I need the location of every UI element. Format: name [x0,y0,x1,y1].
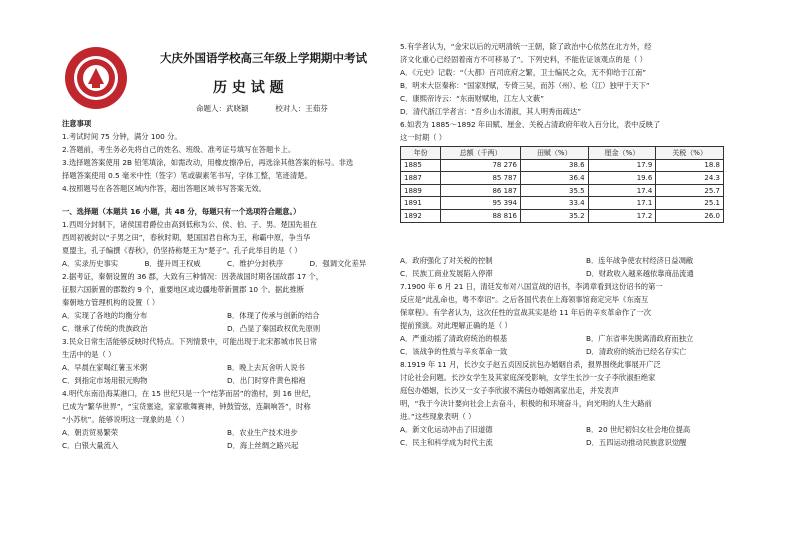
table-row: 1892 88 816 35.2 17.2 26.0 [401,209,724,222]
option: C．白银大量流入 [62,441,119,450]
option: B．明末大臣秦称：“国家财赋，专倚三吴，而苏（州）、松（江）独甲于天下” [400,81,650,90]
question-7: 7.1900 年 6 月 21 日，清廷发布对八国宣战的诏书，李鸿章看到这份诏书的第一 反应是“此乱命也，粤不奉诏”。之后各国代表在上海领事馆商定完毕《东南互 保章程》。有学者认为，这次任性的宣战其实是给 11 年后的辛亥革命作了一次 提前预演。对此理解正确的是（ ） A．严重动摇了清政府统治的根基 B．广东省率先脱离清政府而独立 C．该战争的性质与辛亥革命一致 D．清政府的统治已经名存实亡 [400,280,772,358]
option: B．连年战争使农村经济日益凋敝 [586,256,694,265]
option: A．新文化运动冲击了旧道德 [400,425,493,434]
section-heading: 一、选择题（本题共 16 小题，共 48 分，每题只有一个选项符合题意。） [62,207,301,216]
option: B．晚上去瓦舍听人说书 [227,363,305,372]
option: A．早晨在家喝红薯玉米粥 [62,363,148,372]
option: D．五四运动推动民族意识觉醒 [586,438,687,447]
subject-title: 历 史 试 题 [213,80,284,96]
question-3: 3.民众日常生活能够反映时代特点。下列情景中，可能出现于北宋都城市民日常 生活中的是（ ） A．早晨在家喝红薯玉米粥 B．晚上去瓦舍听人说书 C．到指定市场用银元购物 D．出门时穿件黄色棉袍 [62,335,392,387]
option: C．维护分封秩序 [227,259,284,268]
option: C．继承了传统的贵族政治 [62,324,148,333]
option: D．财政收入越来越依靠商品流通 [586,269,694,278]
option: B．体现了传承与创新的结合 [227,311,320,320]
option: A．《元史》记载：“（大都）百司庶府之繁，卫士编民之众，无不仰给于江南” [400,68,647,77]
question-4: 4.明代东南沿海某港口，在 15 世纪只是一个“结茅而居”的渔村，到 16 世纪， 已成为“繁华世界”，“宝货塞途，家家歌舞赛神，钟鼓管弦，连飙响答”，时称 “小苏杭”。能够说明这一现象的是（ ） A．朝贡贸易繁荣 B．农业生产技术进步 C．白银大量流入 D．海上丝绸之路兴起 [62,387,392,452]
notice-item: 3.选择题答案使用 2B 铅笔填涂，如需改动，用橡皮擦净后，再选涂其他答案的标号。非选 [62,158,354,167]
table-header-row: 年份 总额（千两） 田赋（%） 厘金（%） 关税（%） [401,147,724,160]
option: A．严重动摇了清政府统治的根基 [400,334,508,343]
question-2: 2.据考证，秦朝设置的 36 郡，大致有三种情况：因袭战国时期各国故郡 17 个， 征服六国新置的郡数约 9 个，重要地区或边疆地带新置郡 10 个。据此推断 秦朝地方管理机构的设置（ ） A．实现了各地的均衡分布 B．体现了传承与创新的结合 C．继承了传统的贵族政治 D．凸显了秦国政权优先原则 [62,270,392,335]
table-row: 1891 95 394 33.4 17.1 25.1 [401,197,724,210]
option: A．实录历史事实 [62,259,119,268]
school-title: 大庆外国语学校高三年级上学期期中考试 [160,51,367,65]
option: D．清代浙江学者言：“吾乡山水清淑，其人明秀而疏达” [400,107,582,116]
revenue-table [400,146,724,223]
question-1: 1.西周分封制下，诸侯国君爵位由高到低称为公、侯、伯、子、男。楚国先祖在 西周初被封以“子男之田”，春秋时期，楚国国君自称为王，称霸中原，争当华 夏盟主，孔子编撰《春秋》，仍坚持称楚王为“楚子”。孔子此举目的是（ ） A．实录历史事实 B．提升周王权威 C．维护分封秩序 D．强调文化差异 [62,218,392,270]
option: D．清政府的统治已经名存实亡 [586,347,687,356]
option: A．实现了各地的均衡分布 [62,311,148,320]
question-8: 8.1919 年 11 月，长沙女子赵五贞因反抗包办婚姻自杀，报界围绕此事展开广泛 讨论社会问题。长沙女学生及其家庭深受影响，女学生长沙一女子李欣淑拒绝家 庭包办婚姻，长沙又一女子李欣淑不满包办婚姻离家出走，并发表声 明，“我于今决计要向社会上去奋斗，积极的和环境奋斗，向光明的人生大路前 进。”这些现象表明（ ） A．新文化运动冲击了旧道德 B．20 世纪初妇女社会地位提高 C．民主和科学成为时代主流 D．五四运动推动民族意识觉醒 [400,358,772,449]
option: C．该战争的性质与辛亥革命一致 [400,347,508,356]
question-5: 5.有学者认为，“金宋以后的元明清统一王朝，除了政治中心依然在北方外，经 济文化重心已经固着南方不可移易了”。下列史料，不能佐证该观点的是（ ） A．《元史》记载：“（大都）百司庶府之繁，卫士编民之众，无不仰给于江南” B．明末大臣秦称：“国家财赋，专倚三吴，而苏（州）、松（江）独甲于天下” C．康熙帝诗云：“东南财赋地，江左人文薮” D．清代浙江学者言：“吾乡山水清淑，其人明秀而疏达” [400,40,772,118]
option: B．广东省率先脱离清政府而独立 [586,334,694,343]
notice-item: 择题答案使用 0.5 毫米中性（签字）笔或碳素笔书写，字体工整，笔迹清楚。 [62,171,312,180]
option: B．提升周王权威 [144,259,201,268]
table-row: 1889 86 187 35.5 17.4 25.7 [401,184,724,197]
table-row: 1885 78 276 38.6 17.9 18.8 [401,159,724,172]
option: A．朝贡贸易繁荣 [62,428,119,437]
table-row: 1887 85 787 36.4 19.6 24.3 [401,172,724,185]
question-6: 6.如表为 1885～1892 年田赋、厘金、关税占清政府年收入百分比，表中反映了 这一时期（ ） 年份 总额（千两） 田赋（%） 厘金（%） 关税（%） 1885 78 276 38.6 17.9 18.8 1887 85 787 36.4 19.6 24.3 1889 86 187 35.5 17.4 25.7 1891 95 394 33.4 17.1 25.1 1892 88 816 35.2 17.2 26.0 A．政府强化了对关税的控制 B．连年战争使农村经济日益凋敝 C．民族工商业发展陷入停滞 D．财政收入越来越依靠商品流通 [400,118,772,280]
left-column [62,117,392,452]
option: D．出门时穿件黄色棉袍 [227,376,306,385]
option: D．海上丝绸之路兴起 [227,441,299,450]
revenue-table-wrap [400,144,772,254]
option: C．民主和科学成为时代主流 [400,438,493,447]
option: C．康熙帝诗云：“东南财赋地，江左人文薮” [400,94,544,103]
notice-item: 1.考试时间 75 分钟，满分 100 分。 [62,132,182,141]
option: C．到指定市场用银元购物 [62,376,148,385]
option: D．强调文化差异 [309,259,367,268]
notice-heading: 注意事项 [62,119,92,128]
option: B．农业生产技术进步 [227,428,298,437]
notice-item: 4.按照题号在各答题区域内作答，超出答题区域书写答案无效。 [62,184,266,193]
option: B．20 世纪初妇女社会地位提高 [586,425,691,434]
option: A．政府强化了对关税的控制 [400,256,493,265]
right-column [400,40,772,449]
notice-item: 2.答题前，考生务必先将自己的姓名、班级、准考证号填写在答题卡上。 [62,145,296,154]
option: D．凸显了秦国政权优先原则 [227,324,321,333]
authors-line: 命题人：武晓颖 校对人：王茹芬 [196,104,328,113]
school-logo-icon [64,46,128,110]
option: C．民族工商业发展陷入停滞 [400,269,493,278]
